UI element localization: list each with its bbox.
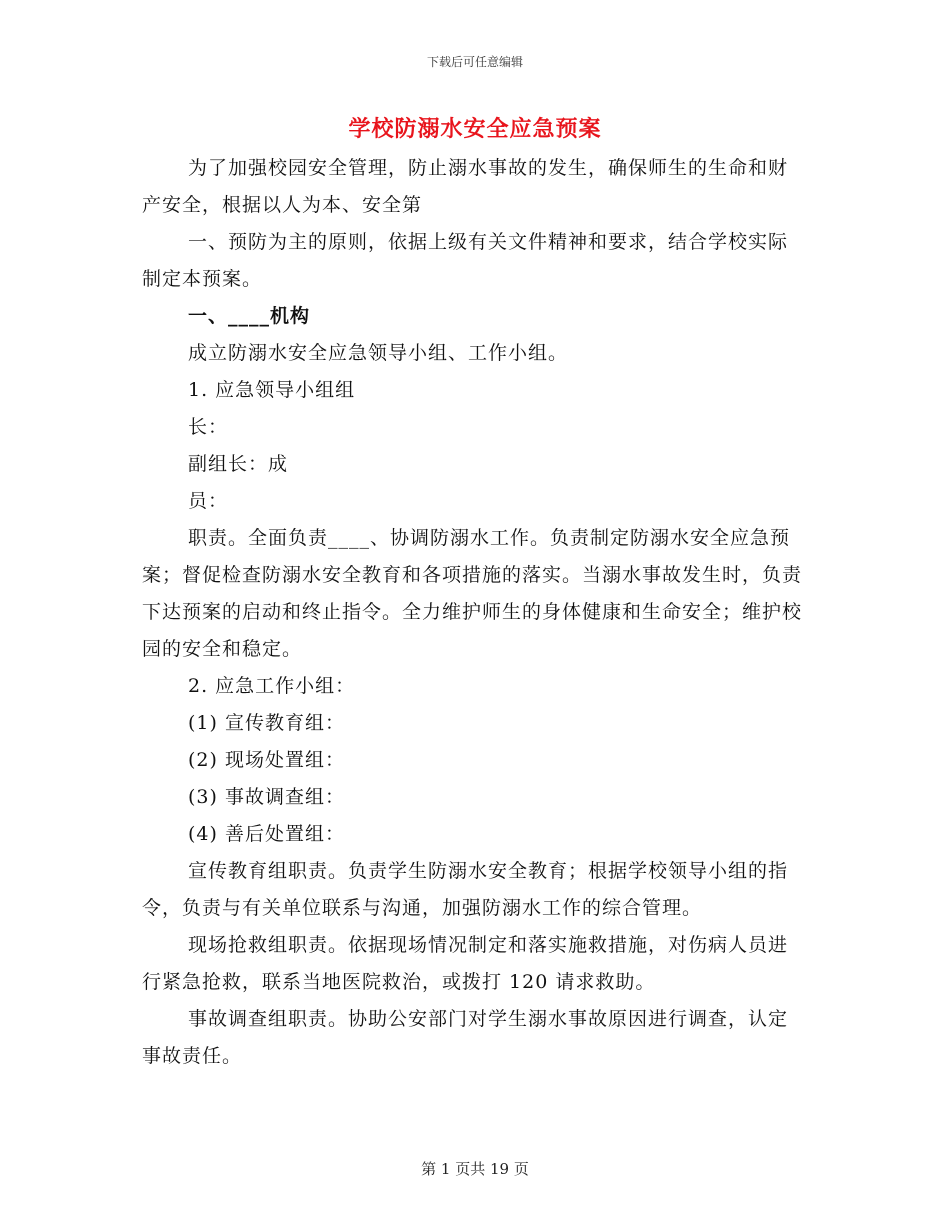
page-header: 下载后可任意编辑	[426, 55, 523, 69]
field-members: 员：	[188, 490, 229, 512]
paragraph-establish: 成立防溺水安全应急领导小组、工作小组。	[188, 342, 569, 364]
page-footer: 第 1 页共 19 页	[421, 1160, 529, 1178]
list-item-publicity-group: (1) 宣传教育组：	[188, 712, 345, 734]
field-deputy-leader: 副组长：成	[188, 453, 289, 475]
field-leader: 长：	[188, 416, 229, 438]
list-item-investigation-group: (3) 事故调查组：	[188, 786, 345, 808]
paragraph-rescue-duties: 现场抢救组职责。依据现场情况制定和落实施救措施，对伤病人员进行紧急抢救，联系当地医院救治，或拨打 120 请求救助。	[142, 934, 789, 993]
paragraph-investigation-duties: 事故调查组职责。协助公安部门对学生溺水事故原因进行调查，认定事故责任。	[142, 1008, 789, 1067]
paragraph-intro: 为了加强校园安全管理，防止溺水事故的发生，确保师生的生命和财产安全，根据以人为本、安全第	[142, 157, 789, 216]
paragraph-principle: 一、预防为主的原则，依据上级有关文件精神和要求，结合学校实际制定本预案。	[142, 231, 789, 290]
paragraph-publicity-duties: 宣传教育组职责。负责学生防溺水安全教育；根据学校领导小组的指令，负责与有关单位联系与沟通，加强防溺水工作的综合管理。	[142, 860, 789, 919]
document-body	[142, 150, 802, 1075]
section-heading-organization: 一、____机构	[188, 305, 311, 327]
paragraph-leadership-duties: 职责。全面负责____、协调防溺水工作。负责制定防溺水安全应急预案；督促检查防溺水安全教育和各项措施的落实。当溺水事故发生时，负责下达预案的启动和终止指令。全力维护师生的身体健康和生命安全；维护校园的安全和稳定。	[142, 527, 803, 660]
document-title: 学校防溺水安全应急预案	[348, 116, 602, 142]
list-item-work-group: 2. 应急工作小组：	[188, 675, 356, 697]
list-item-onsite-group: (2) 现场处置组：	[188, 749, 345, 771]
list-item-aftermath-group: (4) 善后处置组：	[188, 823, 345, 845]
list-item-leadership-group: 1. 应急领导小组组	[188, 379, 356, 401]
